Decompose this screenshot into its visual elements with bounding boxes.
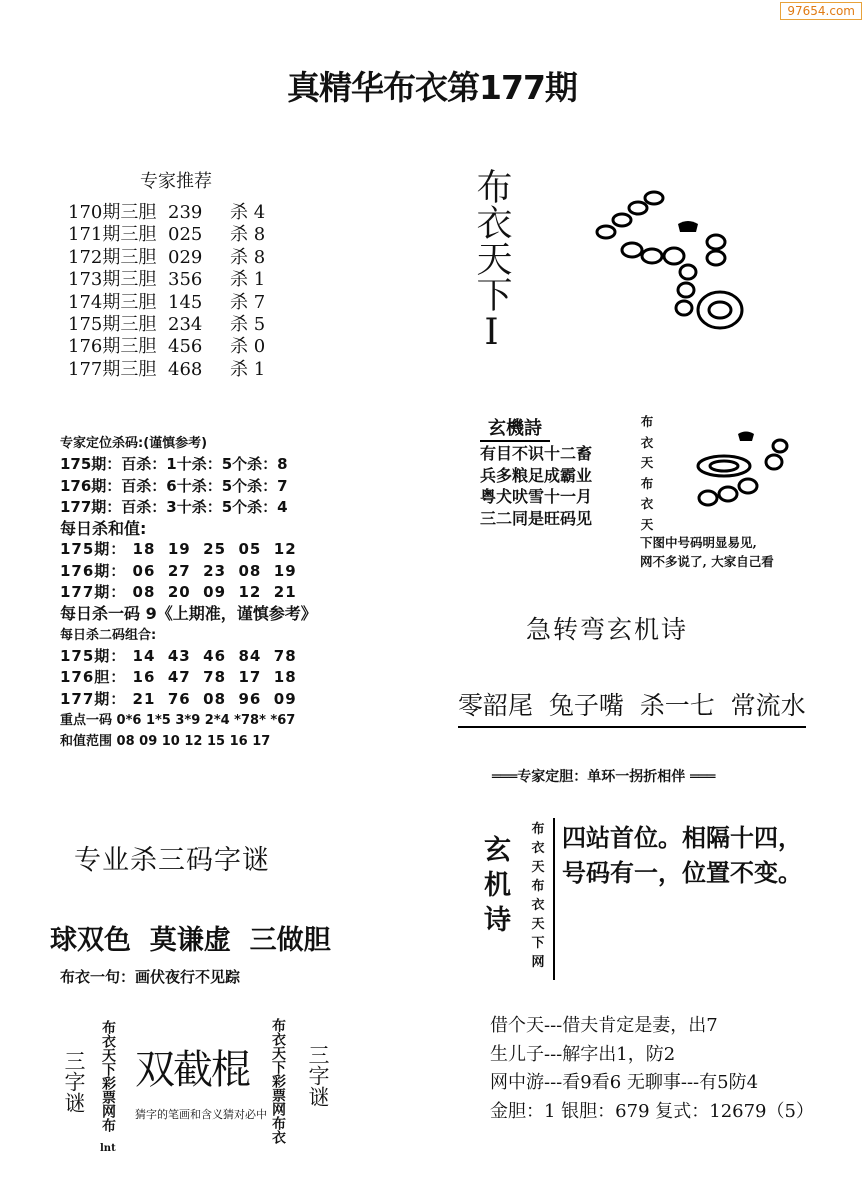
expert-banker-line: ═══专家定胆：单环一拐折相伴 ═══ <box>492 769 716 785</box>
riddle-line: 球双色 莫谦虚 三做胆 <box>50 925 331 956</box>
kill-codes-panel <box>60 433 317 752</box>
table-row: 174期三胆 145 杀 7 <box>68 291 266 313</box>
xuanji-line: 四站首位。相隔十四， <box>562 823 802 852</box>
stroke-shape <box>642 249 662 263</box>
stroke-shape <box>676 301 692 315</box>
key-code-line: 重点一码 0*6 1*5 3*9 2*4 *78* *67 <box>60 712 296 728</box>
table-row: 177期三胆 468 杀 1 <box>68 358 266 380</box>
table-row: 172期三胆 029 杀 8 <box>68 246 266 268</box>
site-name-column: 布衣天下彩票网布 <box>100 1020 116 1132</box>
symbol-drawing <box>592 186 762 336</box>
stroke-shape <box>664 248 684 264</box>
poem-line: 粤犬吠雪十一月 <box>480 487 593 506</box>
stroke-shape <box>698 292 742 328</box>
note-line: 网不多说了, 大家自己看 <box>640 554 774 569</box>
ingot-icon <box>738 432 754 442</box>
riddle-main-word: 双截棍 <box>135 1047 249 1093</box>
stroke-shape <box>773 440 787 452</box>
xuanji-text <box>562 820 802 890</box>
stroke-shape <box>739 479 757 493</box>
banker-summary <box>490 1012 814 1126</box>
stroke-shape <box>699 491 717 505</box>
site-name-tail: lnt <box>100 1143 116 1154</box>
xuanji-line: 号码有一，位置不变。 <box>562 858 802 887</box>
side-name-column: 布衣天布衣天 <box>640 414 654 532</box>
two-kill-row: 175期： 14 43 46 84 78 <box>60 646 297 665</box>
bu-vertical-title: 布衣天下I <box>471 168 512 353</box>
stroke-shape <box>710 461 738 471</box>
poem-line: 兵多粮足成霸业 <box>480 465 593 485</box>
ingot-icon <box>678 221 698 232</box>
summary-line: 生儿子---解字出1，防2 <box>490 1043 676 1065</box>
poem-line: 三二同是旺码见 <box>480 508 593 528</box>
sanzi-label-left: 三字谜 <box>62 1050 86 1113</box>
sum-kill-row: 175期： 18 19 25 05 12 <box>60 540 297 559</box>
sum-kill-row: 176期： 06 27 23 08 19 <box>60 561 297 580</box>
one-kill-heading: 每日杀一码 9《上期准，谨慎参考》 <box>60 604 317 624</box>
stroke-shape <box>613 214 631 226</box>
symbol-drawing-small <box>684 428 804 518</box>
divider <box>553 818 555 980</box>
riddle-hint: 猜字的笔画和含义猜对必中 <box>135 1108 267 1121</box>
riddle-poem-heading: 急转弯玄机诗 <box>526 615 689 644</box>
xuanji-vertical: 玄机诗 <box>484 835 511 936</box>
expert-heading: 专家推荐 <box>140 171 212 192</box>
position-kill-heading: 专家定位杀码:(谨慎参考) <box>60 436 208 451</box>
stroke-shape <box>680 265 696 279</box>
poem <box>480 443 592 529</box>
poem-note <box>640 533 774 571</box>
stroke-shape <box>707 235 725 249</box>
riddle-heading: 专业杀三码字谜 <box>74 845 270 876</box>
table-row: 171期三胆 025 杀 8 <box>68 224 266 246</box>
site-name-column: 布衣天布衣天下网 <box>531 822 545 970</box>
sanzi-label-right: 三字谜 <box>306 1044 330 1107</box>
note-line: 下图中号码明显易见, <box>640 535 757 550</box>
two-kill-heading: 每日杀二码组合: <box>60 627 157 643</box>
sum-range-line: 和值范围 08 09 10 12 15 16 17 <box>60 734 271 750</box>
stroke-shape <box>622 243 642 257</box>
stroke-shape <box>597 226 615 238</box>
stroke-shape <box>629 202 647 214</box>
stroke-shape <box>719 487 737 501</box>
position-kill-row: 176期：百杀：6十杀：5个杀：7 <box>60 476 288 495</box>
two-kill-row: 177期： 21 76 08 96 09 <box>60 689 297 708</box>
riddle-sentence: 布衣一句：画伏夜行不见踪 <box>60 968 241 986</box>
table-row: 170期三胆 239 杀 4 <box>68 202 266 223</box>
table-row: 175期三胆 234 杀 5 <box>68 314 266 336</box>
poem-title: 玄機詩 <box>480 414 550 442</box>
position-kill-row: 177期：百杀：3十杀：5个杀：4 <box>60 497 288 516</box>
poem-line: 有目不识十二畜 <box>480 444 593 463</box>
site-name-column: 布衣天下彩票网布衣 <box>270 1018 286 1144</box>
summary-line: 金胆：1 银胆：679 复式：12679（5） <box>490 1100 814 1122</box>
expert-table <box>68 202 265 381</box>
table-row: 176期三胆 456 杀 0 <box>68 336 266 358</box>
two-kill-row: 176胆： 16 47 78 17 18 <box>60 668 297 687</box>
site-watermark: 97654.com <box>780 2 862 20</box>
summary-line: 网中游---看9看6 无聊事---有5防4 <box>490 1072 759 1093</box>
sum-kill-heading: 每日杀和值: <box>60 519 147 539</box>
stroke-shape <box>678 283 694 297</box>
stroke-shape <box>698 456 750 476</box>
stroke-shape <box>709 302 731 318</box>
page-title: 真精华布衣第177期 <box>287 68 577 107</box>
summary-line: 借个天---借夫肯定是妻，出7 <box>490 1015 718 1036</box>
table-row: 173期三胆 356 杀 1 <box>68 269 266 291</box>
stroke-shape <box>645 192 663 204</box>
position-kill-row: 175期：百杀：1十杀：5个杀：8 <box>60 455 288 474</box>
stroke-shape <box>766 455 782 469</box>
sum-kill-row: 177期： 08 20 09 12 21 <box>60 583 297 602</box>
stroke-shape <box>707 251 725 265</box>
riddle-poem-line: 零韶尾 兔子嘴 杀一七 常流水 <box>458 686 806 728</box>
